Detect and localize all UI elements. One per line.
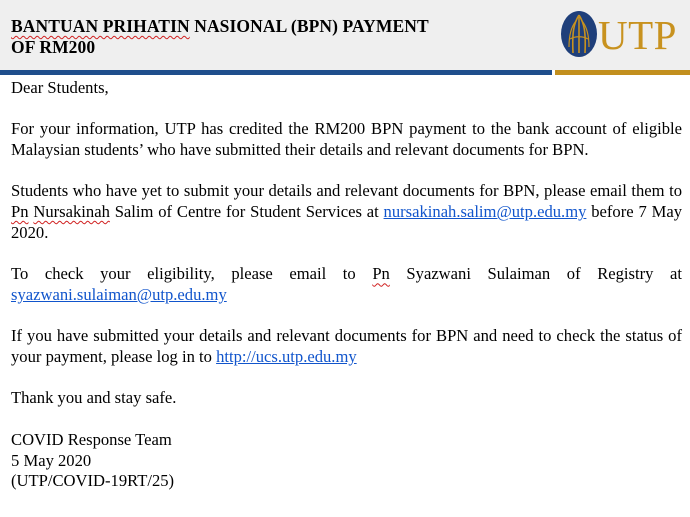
logo-text: UTP [598,12,677,58]
utp-logo [560,9,685,61]
paragraph-submit [11,181,682,243]
header-banner [0,0,690,70]
title-line1-a: BANTUAN PRIHATIN [11,16,190,36]
p2-text-c: before 7 May 2020. [11,202,682,242]
paragraph-status [11,326,682,367]
greeting: Dear Students, [11,78,109,97]
divider-blue [0,70,552,75]
signature-date: 5 May 2020 [11,450,92,470]
reference-number: (UTP/COVID-19RT/25) [11,471,175,491]
title-line1-b: NASIONAL (BPN) PAYMENT [189,16,429,36]
utp-emblem-icon [560,9,600,61]
p3-text-b: Syazwani Sulaiman of Registry at [389,264,682,284]
p2-name: Nursakinah [33,202,110,222]
signature-team: COVID Response Team [11,429,172,449]
divider-gold [555,70,690,75]
p3-text-a: To check your eligibility, please email to [11,264,373,284]
title-line2: OF RM200 [11,37,96,57]
p2-text-b: Salim of Centre for Student Services at [109,202,384,222]
p3-title-pn: Pn [372,264,390,284]
ucs-portal-link[interactable]: http://ucs.utp.edu.my [216,347,357,367]
p2-text-a: Students who have yet to submit your details and relevant documents for BPN, please email them to [11,181,682,201]
email-link-syazwani[interactable]: syazwani.sulaiman@utp.edu.my [11,284,227,304]
email-link-nursakinah[interactable]: nursakinah.salim@utp.edu.my [383,202,587,222]
closing: Thank you and stay safe. [11,388,177,408]
page-title [11,16,429,58]
paragraph-eligibility [11,264,682,305]
paragraph-credited: For your information, UTP has credited the RM200 BPN payment to the bank account of eligible Malaysian students’ who have submitted their details and relevant documents for BPN. [11,119,682,160]
announcement-body [11,78,682,492]
p4-text-a: If you have submitted your details and relevant documents for BPN and need to check the status of your payment, please log in to [11,326,682,367]
p2-title-pn: Pn [11,202,29,222]
